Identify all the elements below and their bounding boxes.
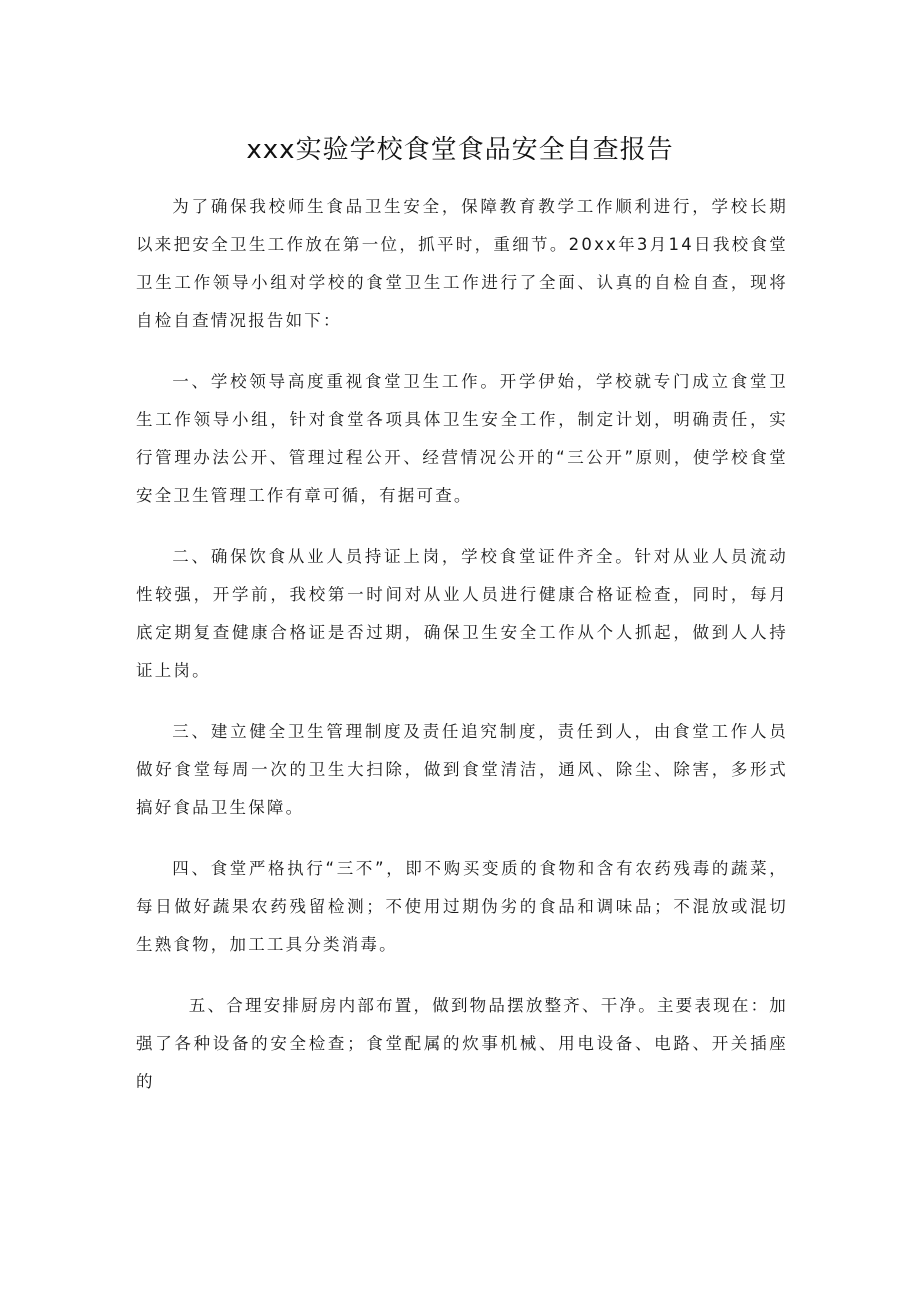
paragraph-section-5: 五、合理安排厨房内部布置，做到物品摆放整齐、干净。主要表现在：加强了各种设备的安全检查；食堂配属的炊事机械、用电设备、电路、开关插座的 (136, 996, 788, 1091)
document-title: xxx实验学校食堂食品安全自查报告 (246, 135, 674, 165)
paragraph-section-2: 二、确保饮食从业人员持证上岗，学校食堂证件齐全。针对从业人员流动性较强，开学前，我校第一时间对从业人员进行健康合格证检查，同时，每月底定期复查健康合格证是否过期，确保卫生安全工作从个人抓起，做到人人持证上岗。 (136, 547, 788, 680)
paragraph-section-3: 三、建立健全卫生管理制度及责任追究制度，责任到人，由食堂工作人员做好食堂每周一次的卫生大扫除，做到食堂清洁，通风、除尘、除害，多形式搞好食品卫生保障。 (136, 722, 788, 817)
paragraph-intro: 为了确保我校师生食品卫生安全，保障教育教学工作顺利进行，学校长期以来把安全卫生工作放在第一位，抓平时，重细节。20xx年3月14日我校食堂卫生工作领导小组对学校的食堂卫生工作进行了全面、认真的自检自查，现将自检自查情况报告如下： (136, 197, 788, 330)
paragraph-section-4: 四、食堂严格执行“三不”，即不购买变质的食物和含有农药残毒的蔬菜，每日做好蔬果农药残留检测；不使用过期伪劣的食品和调味品；不混放或混切生熟食物，加工工具分类消毒。 (136, 859, 788, 954)
paragraph-section-1: 一、学校领导高度重视食堂卫生工作。开学伊始，学校就专门成立食堂卫生工作领导小组，针对食堂各项具体卫生安全工作，制定计划，明确责任，实行管理办法公开、管理过程公开、经营情况公开的“三公开”原则，使学校食堂安全卫生管理工作有章可循，有据可查。 (136, 372, 788, 505)
document-body (136, 188, 788, 1101)
